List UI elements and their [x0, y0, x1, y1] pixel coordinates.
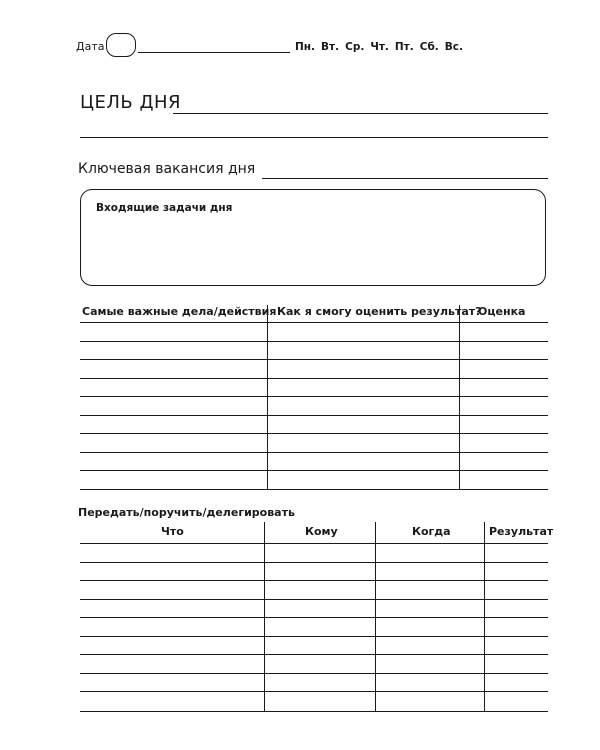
delegate-title: Передать/поручить/делегировать: [78, 506, 295, 519]
date-line-field[interactable]: [138, 52, 290, 53]
table-row[interactable]: [80, 617, 548, 618]
table-row[interactable]: [80, 489, 548, 490]
weekday-sun[interactable]: Вс.: [444, 41, 464, 53]
goal-title: ЦЕЛЬ ДНЯ: [80, 92, 182, 113]
vacancy-line[interactable]: [262, 178, 548, 179]
table-row[interactable]: [80, 378, 548, 379]
table-row[interactable]: [80, 654, 548, 655]
table-row[interactable]: [80, 433, 548, 434]
table-row[interactable]: [80, 562, 548, 563]
table-row[interactable]: [80, 599, 548, 600]
t1-col-score-header: Оценка: [478, 305, 526, 318]
table-row[interactable]: [80, 470, 548, 471]
t1-header-rule: [80, 322, 548, 323]
table-row[interactable]: [80, 691, 548, 692]
weekday-tue[interactable]: Вт.: [321, 41, 340, 53]
table-row[interactable]: [80, 415, 548, 416]
incoming-tasks-box[interactable]: [80, 189, 546, 286]
weekday-mon[interactable]: Пн.: [295, 41, 316, 53]
table-row[interactable]: [80, 673, 548, 674]
t1-col-actions-header: Самые важные дела/действия: [82, 305, 277, 318]
t2-header-rule: [80, 543, 548, 544]
t2-col-whom-header: Кому: [305, 525, 338, 538]
vacancy-title: Ключевая вакансия дня: [78, 161, 256, 177]
t1-divider-1: [267, 305, 268, 489]
table-row[interactable]: [80, 711, 548, 712]
t2-col-what-header: Что: [161, 525, 184, 538]
weekday-fri[interactable]: Пт.: [394, 41, 414, 53]
weekday-sat[interactable]: Сб.: [419, 41, 439, 53]
t2-col-when-header: Когда: [412, 525, 451, 538]
goal-line-2[interactable]: [80, 137, 548, 138]
table-row[interactable]: [80, 359, 548, 360]
date-label: Дата: [76, 40, 105, 53]
t2-col-result-header: Результат: [489, 525, 554, 538]
t1-col-evaluate-header: Как я смогу оценить результат?: [277, 305, 482, 318]
weekday-wed[interactable]: Ср.: [345, 41, 365, 53]
table-row[interactable]: [80, 396, 548, 397]
weekday-thu[interactable]: Чт.: [370, 41, 389, 53]
incoming-tasks-label: Входящие задачи дня: [96, 202, 233, 214]
t1-divider-2: [459, 305, 460, 489]
table-row[interactable]: [80, 580, 548, 581]
table-row[interactable]: [80, 341, 548, 342]
date-circle-field[interactable]: [106, 33, 136, 57]
goal-line-1[interactable]: [173, 113, 548, 114]
table-row[interactable]: [80, 636, 548, 637]
weekday-list: [295, 41, 463, 53]
table-row[interactable]: [80, 452, 548, 453]
